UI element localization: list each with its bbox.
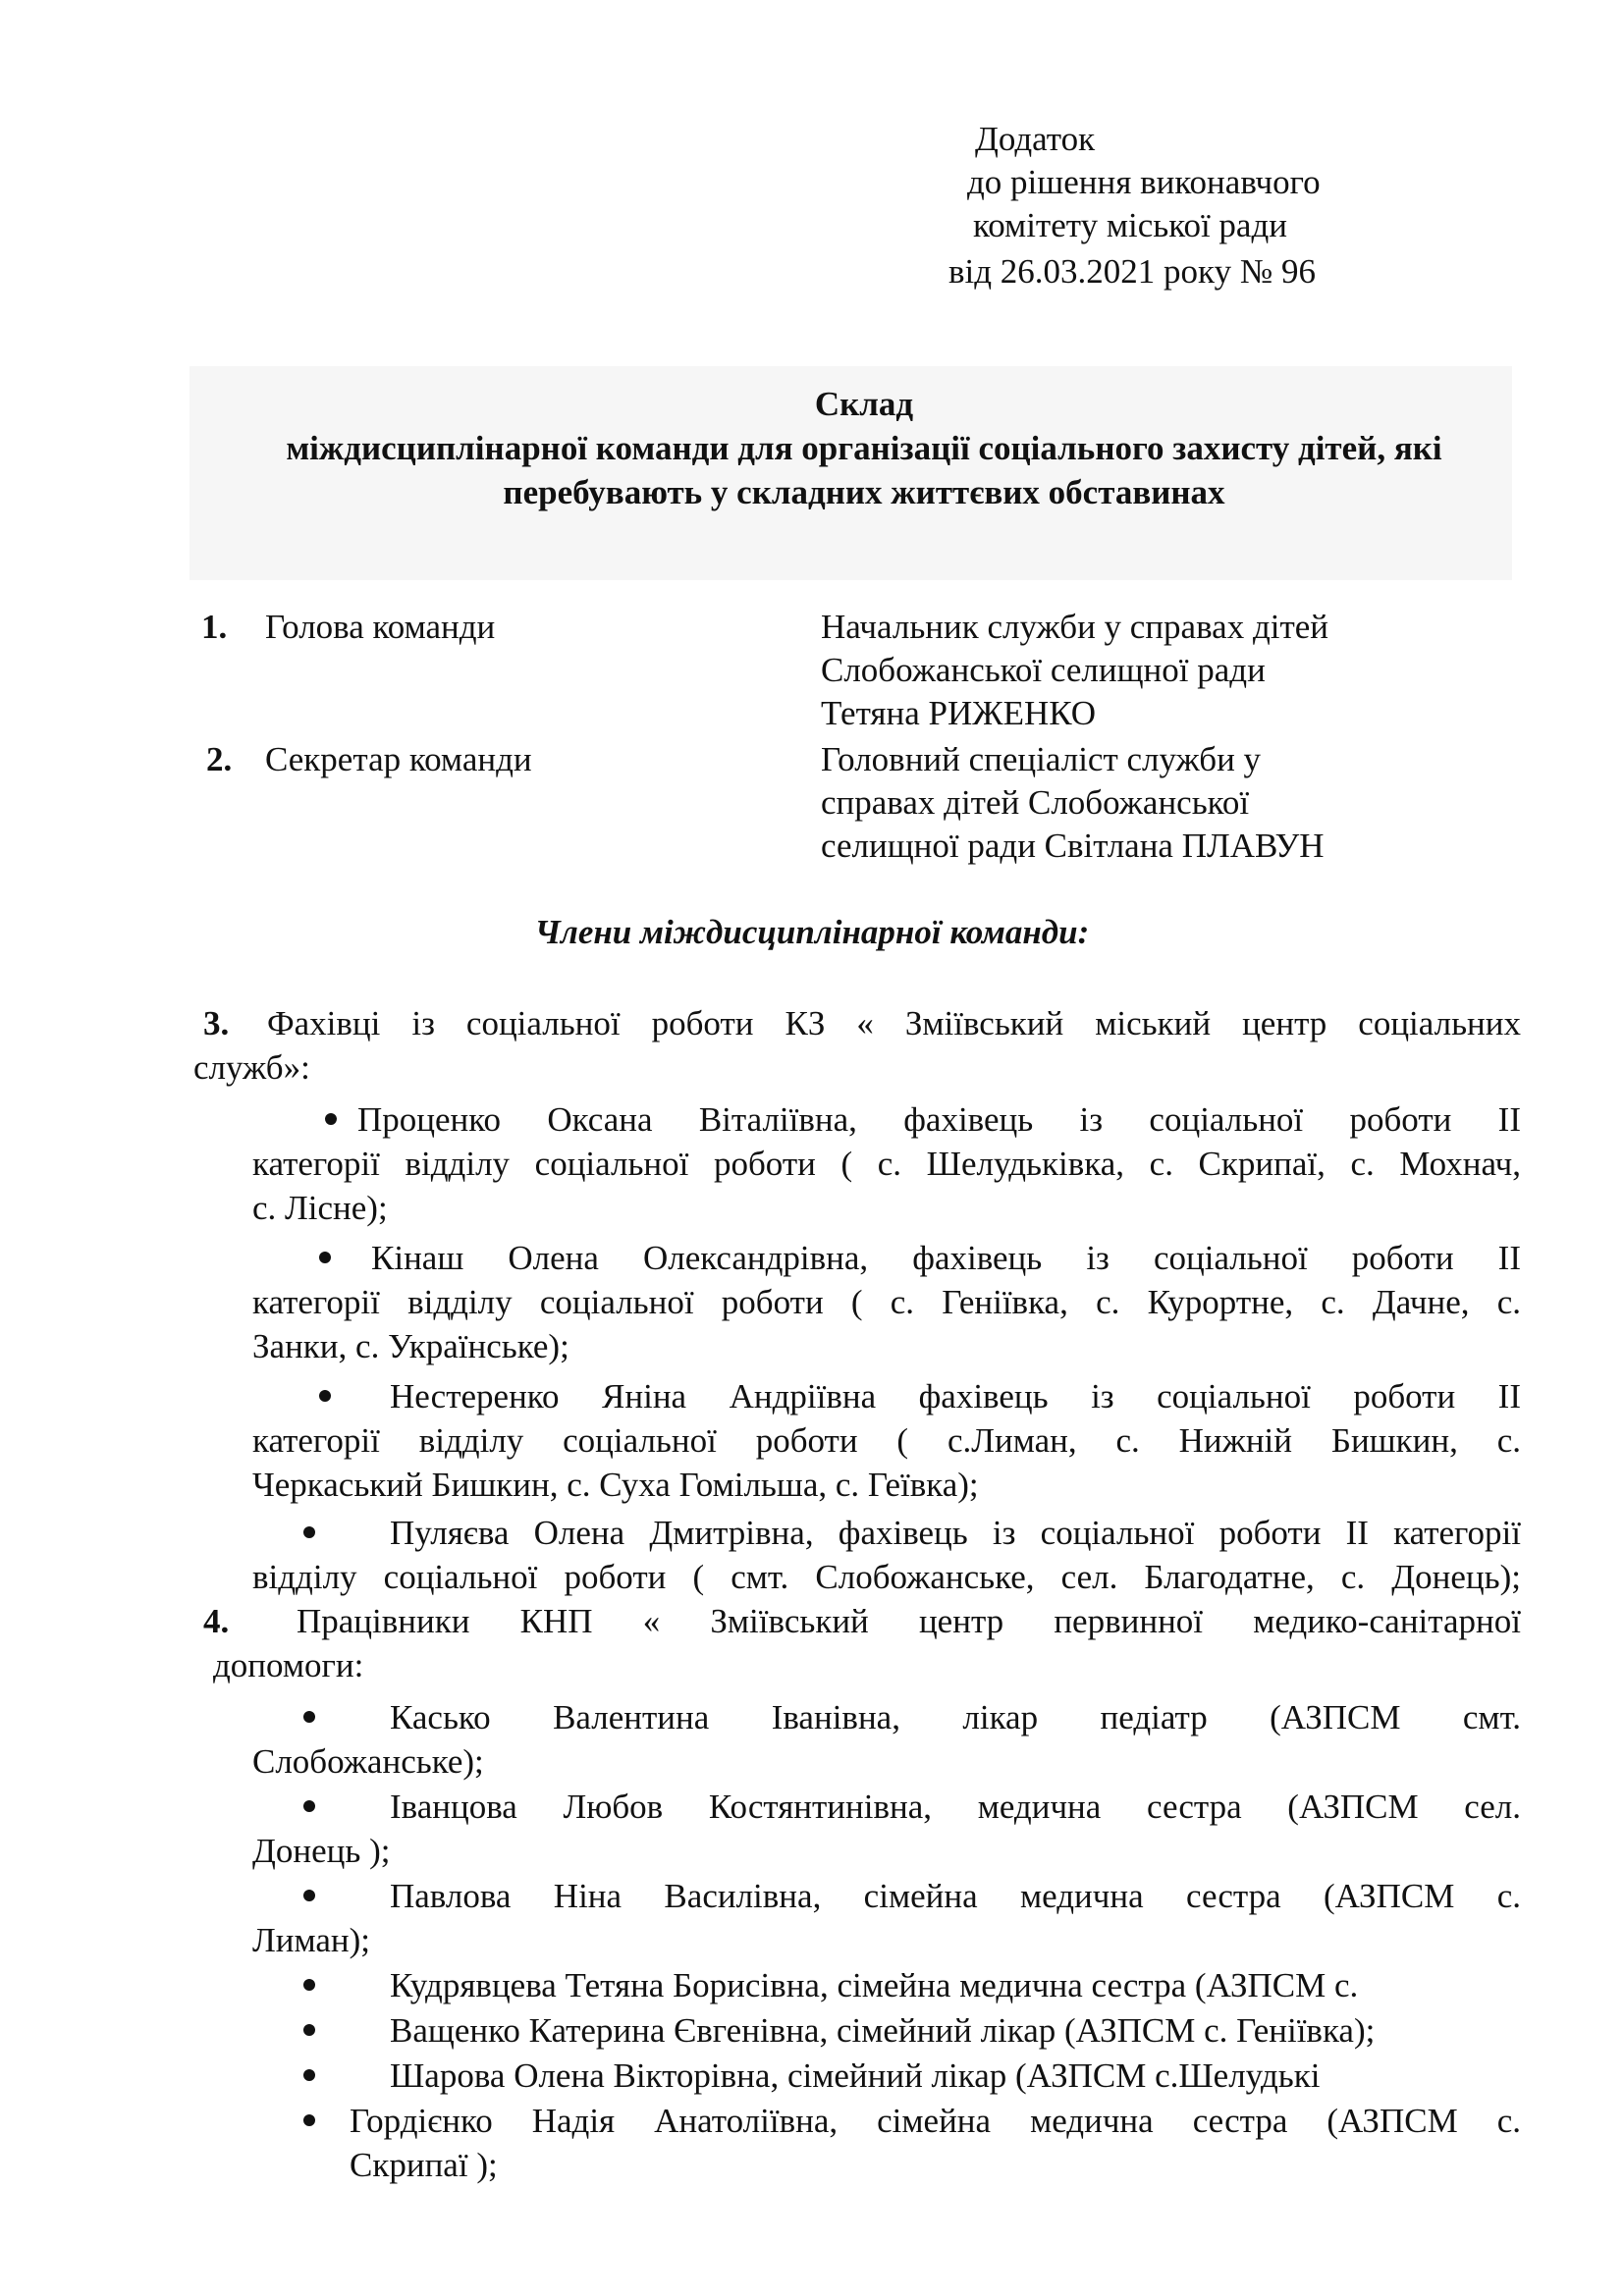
s3-item-2-line-3: Занки, с. Українське);: [252, 1327, 569, 1365]
s3-item-2-line-1: Кінаш Олена Олександрівна, фахівець із соціальної роботи ІІ: [371, 1239, 1521, 1277]
bullet-icon: [303, 1711, 315, 1723]
s3-item-1-line-3: с. Лісне);: [252, 1189, 388, 1227]
leader-1-role: Голова команди: [265, 608, 496, 646]
leader-2-line-3: селищної ради Світлана ПЛАВУН: [821, 827, 1325, 865]
section-3-number: 3.: [203, 1004, 230, 1042]
bullet-icon: [319, 1390, 331, 1402]
bullet-icon: [319, 1252, 331, 1263]
leader-1-line-3: Тетяна РИЖЕНКО: [821, 694, 1097, 732]
leader-1-number: 1.: [201, 608, 228, 646]
section-4-line-1: Працівники КНП « Зміївський центр первинної медико-санітарної: [297, 1602, 1521, 1640]
s3-item-4-line-2: відділу соціальної роботи ( смт. Слобожанське, сел. Благодатне, с. Донець);: [252, 1558, 1521, 1596]
appendix-line-1: Додаток: [975, 120, 1096, 158]
section-4-number: 4.: [203, 1602, 230, 1640]
s4-item-2-line-2: Донець );: [252, 1832, 391, 1870]
bullet-icon: [303, 2114, 315, 2126]
bullet-icon: [303, 1526, 315, 1538]
leader-2-role: Секретар команди: [265, 740, 532, 778]
s4-item-7-line-2: Скрипаї );: [350, 2146, 498, 2184]
section-3-line-1: Фахівці із соціальної роботи КЗ « Зміївський міський центр соціальних: [267, 1004, 1521, 1042]
s4-item-3-line-2: Лиман);: [252, 1921, 371, 1959]
s3-item-3-line-1: Нестеренко Яніна Андріївна фахівець із соціальної роботи ІІ: [390, 1377, 1521, 1415]
bullet-icon: [303, 1890, 315, 1901]
members-heading: Члени міждисциплінарної команди:: [534, 913, 1090, 951]
s3-item-3-line-3: Черкаський Бишкин, с. Суха Гомільша, с. Геївка);: [252, 1466, 979, 1504]
title-line-3: перебувають у складних життєвих обставинах: [503, 473, 1225, 511]
leader-1-line-2: Слобожанської селищної ради: [821, 651, 1266, 689]
leader-1-line-1: Начальник служби у справах дітей: [821, 608, 1329, 646]
bullet-icon: [303, 2024, 315, 2036]
s3-item-1-line-1: Проценко Оксана Віталіївна, фахівець із соціальної роботи ІІ: [357, 1100, 1521, 1139]
s3-item-1-line-2: категорії відділу соціальної роботи ( с. Шелудьківка, с. Скрипаї, с. Мохнач,: [252, 1145, 1521, 1183]
section-3-line-2: служб»:: [193, 1048, 310, 1087]
title-line-1: Склад: [814, 385, 914, 423]
s4-item-1-line-1: Касько Валентина Іванівна, лікар педіатр (АЗПСМ смт.: [390, 1698, 1521, 1736]
section-4-line-2: допомоги:: [213, 1646, 364, 1684]
leader-2-number: 2.: [206, 740, 233, 778]
s4-item-5-line-1: Ващенко Катерина Євгенівна, сімейний лікар (АЗПСМ с. Геніївка);: [390, 2011, 1376, 2050]
s4-item-4-line-1: Кудрявцева Тетяна Борисівна, сімейна медична сестра (АЗПСМ с.: [390, 1966, 1359, 2004]
s4-item-6-line-1: Шарова Олена Вікторівна, сімейний лікар (АЗПСМ с.Шелудькі: [390, 2056, 1321, 2095]
s4-item-7-line-1: Гордієнко Надія Анатоліївна, сімейна медична сестра (АЗПСМ с.: [350, 2102, 1521, 2140]
bullet-icon: [303, 2069, 315, 2081]
s3-item-2-line-2: категорії відділу соціальної роботи ( с. Геніївка, с. Курортне, с. Дачне, с.: [252, 1283, 1521, 1321]
appendix-line-3: комітету міської ради: [973, 206, 1287, 244]
appendix-line-4: від 26.03.2021 року № 96: [948, 252, 1316, 291]
s3-item-4-line-1: Пуляєва Олена Дмитрівна, фахівець із соціальної роботи ІІ категорії: [390, 1514, 1521, 1552]
appendix-line-2: до рішення виконавчого: [967, 163, 1321, 201]
leader-2-line-1: Головний спеціаліст служби у: [821, 740, 1262, 778]
s4-item-3-line-1: Павлова Ніна Василівна, сімейна медична сестра (АЗПСМ с.: [390, 1877, 1521, 1915]
s4-item-1-line-2: Слобожанське);: [252, 1742, 484, 1781]
bullet-icon: [303, 1800, 315, 1812]
bullet-icon: [325, 1113, 337, 1125]
s3-item-3-line-2: категорії відділу соціальної роботи ( с.Лиман, с. Нижній Бишкин, с.: [252, 1421, 1521, 1460]
bullet-icon: [303, 1979, 315, 1991]
leader-2-line-2: справах дітей Слобожанської: [821, 783, 1250, 822]
s4-item-2-line-1: Іванцова Любов Костянтинівна, медична сестра (АЗПСМ сел.: [390, 1788, 1521, 1826]
title-line-2: міждисциплінарної команди для організації соціального захисту дітей, які: [286, 429, 1442, 467]
